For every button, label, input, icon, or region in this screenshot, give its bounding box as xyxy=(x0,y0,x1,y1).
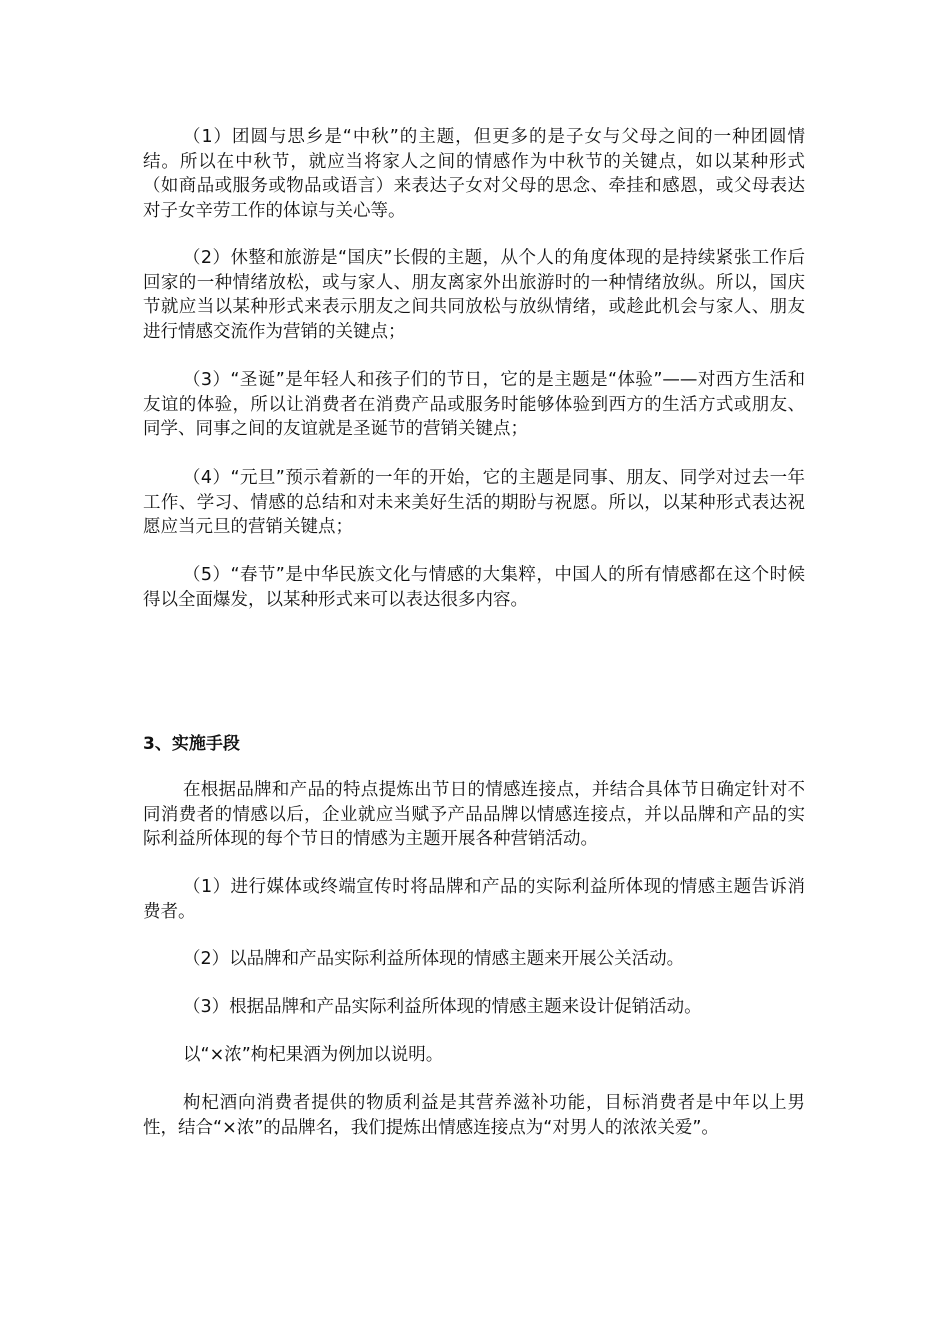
paragraph-mid-autumn: （1）团圆与思乡是“中秋”的主题，但更多的是子女与父母之间的一种团圆情结。所以在中秋节，就应当将家人之间的情感作为中秋节的关键点，如以某种形式（如商品或服务或物品或语言）来表达子女对父母的思念、牵挂和感恩，或父母表达对子女辛劳工作的体谅与关心等。 xyxy=(143,127,805,221)
paragraph-new-year: （4）“元旦”预示着新的一年的开始，它的主题是同事、朋友、同学对过去一年工作、学习、情感的总结和对未来美好生活的期盼与祝愿。所以，以某种形式表达祝愿应当元旦的营销关键点； xyxy=(143,468,805,537)
section-intro: 在根据品牌和产品的特点提炼出节日的情感连接点，并结合具体节日确定针对不同消费者的情感以后，企业就应当赋予产品品牌以情感连接点，并以品牌和产品的实际利益所体现的每个节日的情感为主题开展各种营销活动。 xyxy=(143,780,805,849)
list-item-promotion: （3）根据品牌和产品实际利益所体现的情感主题来设计促销活动。 xyxy=(183,997,702,1017)
example-intro: 以“×浓”枸杞果酒为例加以说明。 xyxy=(183,1045,444,1065)
list-item-media: （1）进行媒体或终端宣传时将品牌和产品的实际利益所体现的情感主题告诉消费者。 xyxy=(143,877,805,922)
example-body: 枸杞酒向消费者提供的物质利益是其营养滋补功能，目标消费者是中年以上男性，结合“×浓”的品牌名，我们提炼出情感连接点为“对男人的浓浓关爱”。 xyxy=(143,1093,805,1138)
paragraph-spring-festival: （5）“春节”是中华民族文化与情感的大集粹，中国人的所有情感都在这个时候得以全面爆发，以某种形式来可以表达很多内容。 xyxy=(143,565,805,610)
paragraph-christmas: （3）“圣诞”是年轻人和孩子们的节日，它的是主题是“体验”——对西方生活和友谊的体验，所以让消费者在消费产品或服务时能够体验到西方的生活方式或朋友、同学、同事之间的友谊就是圣诞节的营销关键点； xyxy=(143,370,805,439)
list-item-pr: （2）以品牌和产品实际利益所体现的情感主题来开展公关活动。 xyxy=(183,949,685,969)
section-heading: 3、实施手段 xyxy=(143,734,240,754)
paragraph-national-day: （2）休整和旅游是“国庆”长假的主题，从个人的角度体现的是持续紧张工作后回家的一种情绪放松，或与家人、朋友离家外出旅游时的一种情绪放纵。所以，国庆节就应当以某种形式来表示朋友之间共同放松与放纵情绪，或趁此机会与家人、朋友进行情感交流作为营销的关键点； xyxy=(143,248,805,342)
